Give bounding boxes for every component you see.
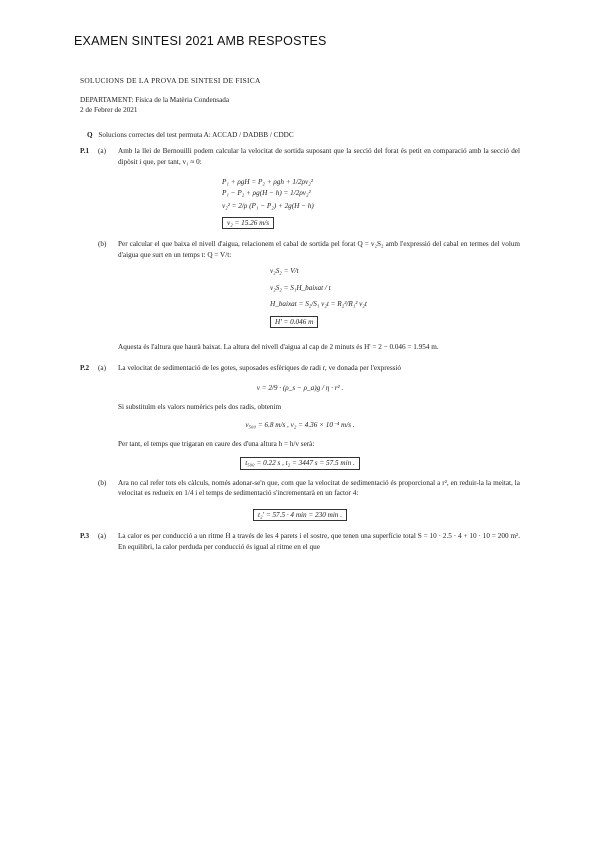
q-label: Q <box>87 130 93 139</box>
document-header: EXAMEN SINTESI 2021 AMB RESPOSTES <box>74 34 327 48</box>
department-line: DEPARTAMENT: Física de la Matèria Condensada <box>80 95 230 104</box>
p1b-equations <box>80 266 520 328</box>
problem-2-label: P.2 <box>80 363 90 372</box>
part-a-label: (a) <box>98 363 106 372</box>
problem-3-label: P.3 <box>80 532 90 540</box>
part-b-label: (b) <box>98 240 107 248</box>
problem-1-label: P.1 <box>80 147 90 155</box>
part-a-label: (a) <box>98 147 106 155</box>
p1a-eq2: P₁ − P₂ + ρg(H − h) = 1/2ρv₂² <box>222 188 311 197</box>
p2a-substitution: Si substituïm els valors numèrics pels dos radis, obtenim <box>118 402 282 411</box>
problem-1-part-b <box>80 239 520 260</box>
solutions-document <box>80 76 520 552</box>
p2a-values: v₅₀₀ = 6.8 m/s , v₂ = 4.36 × 10⁻⁴ m/s . <box>245 421 355 429</box>
problem-1 <box>80 146 520 353</box>
p1b-result: H' = 0.046 m <box>270 316 318 329</box>
test-answers-line <box>87 130 520 141</box>
p1-note: Aquesta és l'altura que haurà baixat. La altura del nivell d'aigua al cap de 2 minuts és H' = 2 − 0.046 = 1.954 m. <box>118 343 439 351</box>
p2a-time-result: t₅₀₀ = 0.22 s , t₂ = 3447 s = 57.5 min . <box>240 457 360 470</box>
p1b-eq2: v₂S₂ = S₁H_baixat / t <box>270 283 331 292</box>
p3a-text: La calor es per conducció a un ritme Ḣ a través de les 4 parets i el sostre, que tenen una superfície total S = 10 · 2.5 · 4 + 10 · 10 = 200 m². En equilibri, la calor perduda per conducció és igual al ritme en el que <box>118 532 520 551</box>
problem-3-part-a <box>80 531 520 552</box>
p1a-eq3: v₂² = 2/ρ (P₁ − P₂) + 2g(H − h) <box>222 202 314 210</box>
p1a-result: v₂ = 15.26 m/s <box>222 217 274 230</box>
document-title: SOLUCIONS DE LA PROVA DE SINTESI DE FISICA <box>80 76 261 85</box>
q-text: Solucions correctes del test permuta A: ACCAD / DADBB / CDDC <box>98 130 294 139</box>
p2a-text: La velocitat de sedimentació de les gotes, suposades esfèriques de radi r, ve donada per l'expressió <box>118 363 402 372</box>
p2a-equation: v = 2/9 · (ρ_s − ρ_a)g / η · r² . <box>256 384 344 392</box>
problem-1-part-a <box>80 146 520 167</box>
problem-2-part-a <box>80 363 520 374</box>
part-b-label: (b) <box>98 478 107 487</box>
problem-3 <box>80 531 520 552</box>
date-line: 2 de Febrer de 2021 <box>80 106 138 114</box>
p2a-time-intro: Per tant, el temps que trigaran en caure des d'una altura h = h/v serà: <box>118 439 315 448</box>
problem-2 <box>80 363 520 522</box>
p1a-equations <box>80 177 520 229</box>
p1b-eq1: v₂S₂ = V/t <box>270 267 299 275</box>
p2b-result: t₂' = 57.5 · 4 min = 230 min . <box>253 509 347 522</box>
part-a-label: (a) <box>98 532 106 540</box>
p1b-eq3: H_baixat = S₂/S₁ v₂t = R₂²/R₁² v₂t <box>270 300 367 308</box>
p1a-eq1: P₁ + ρgH = P₂ + ρgh + 1/2ρv₂² <box>222 178 313 186</box>
p1a-text: Amb la llei de Bernouilli podem calcular la velocitat de sortida suposant que la secció del forat és petit en comparació amb la secció del dipòsit i que, per tant, v₁ ≈ 0: <box>118 147 520 166</box>
p1b-text: Per calcular el que baixa el nivell d'aigua, relacionem el cabal de sortida pel forat Q = v₂S₂ amb l'expressió del cabal en termes del volum d'aigua que surt en un temps t: Q = V/t: <box>118 240 520 259</box>
problem-2-part-b <box>80 478 520 499</box>
p2b-text: Ara no cal refer tots els càlculs, només adonar-se'n que, com que la velocitat de sedimentació és proporcional a r², en reduir-la la meitat, la velocitat es redueix en 1/4 i el temps de sedimentació s'incrementarà en un factor 4: <box>118 478 520 497</box>
